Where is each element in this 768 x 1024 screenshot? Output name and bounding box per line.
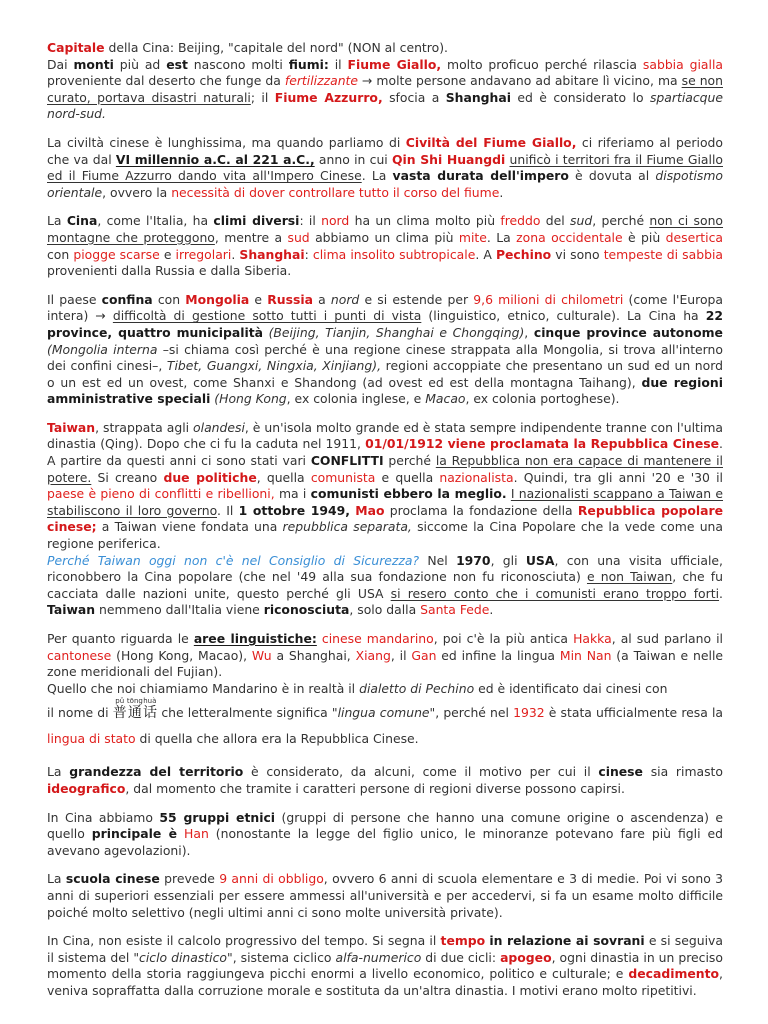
text-run: 1970 <box>456 552 491 568</box>
text-run: Perché Taiwan oggi non c'è nel Consiglio di Sicurezza? <box>47 552 420 568</box>
text-run: La <box>47 764 70 780</box>
text-run: , con una visita ufficiale, riconobbero la Cina popolare (che nel '49 alla sua fondazione non fu riconosciuta) <box>47 552 723 585</box>
text-run: unificò i territori fra il Fiume Giallo ed il Fiume Azzurro dando vita all'Impero Cinese <box>47 151 723 184</box>
text-run: , mentre a <box>214 229 288 245</box>
text-run: paese è pieno di conflitti e ribellioni, <box>47 486 275 502</box>
text-run: ci riferiamo al periodo che va dal <box>47 134 723 167</box>
text-run: . A partire da questi anni ci sono stati vari <box>47 436 723 469</box>
paragraph <box>47 933 723 999</box>
text-run: abbiamo un clima più <box>309 229 459 245</box>
text-run: molto proficuo perché rilascia <box>441 56 643 72</box>
text-run: olandesi <box>193 419 245 435</box>
text-run: grandezza del territorio <box>69 764 244 780</box>
text-run: (Hong Kong, Macao), <box>111 647 252 663</box>
text-run: è stata ufficialmente resa la <box>544 705 723 721</box>
paragraph-putonghua <box>47 697 723 752</box>
text-run: apogeo <box>500 949 552 965</box>
text-run: (come l'Europa intera) → <box>47 291 723 324</box>
text-run: , che fu cacciata dalle nazioni unite, questo perché gli USA <box>47 569 723 601</box>
paragraph <box>47 871 723 921</box>
text-run: non ci sono montagne che proteggono <box>47 213 724 245</box>
text-run: siccome la Cina Popolare che la vede come una regione periferica. <box>47 519 723 552</box>
text-run: piogge scarse <box>73 246 160 262</box>
text-run: tempo <box>440 933 486 949</box>
text-run: cinque province autonome <box>533 324 723 340</box>
text-run: La civiltà cinese è lunghissima, ma quando parliamo di <box>47 134 406 150</box>
text-run: cinese <box>598 764 643 780</box>
text-run: nemmeno dall'Italia viene <box>95 602 264 618</box>
text-run: (a Taiwan e nelle zone meridionali del Fujian). <box>47 647 724 680</box>
text-run: in relazione ai sovrani <box>489 933 645 949</box>
text-run: aree linguistiche: <box>193 631 317 646</box>
text-run: e si estende per <box>359 291 474 307</box>
text-run: si resero conto che i comunisti erano troppo forti <box>390 585 720 601</box>
text-run: di due cicli: <box>421 949 501 965</box>
text-run: a <box>312 291 331 307</box>
text-run: . <box>489 602 494 618</box>
text-run: vasta durata dell'impero <box>392 168 569 184</box>
text-run: è dovuta al <box>568 168 656 184</box>
text-run: , poi c'è la più antica <box>433 631 574 646</box>
hanzi-with-pinyin: 话huà <box>142 697 158 722</box>
text-run: decadimento <box>628 966 720 982</box>
text-run: e <box>249 291 268 307</box>
text-run: , perché <box>592 213 650 229</box>
text-run: mite <box>458 229 487 245</box>
text-run: VI millennio a.C. al 221 a.C., <box>115 151 315 167</box>
text-run: Capitale <box>47 40 105 55</box>
text-run: vi sono <box>551 246 604 262</box>
document-page <box>47 40 723 1012</box>
text-run: sfocia a <box>382 89 446 105</box>
text-run: che letteralmente significa <box>157 705 332 721</box>
text-run: irregolari <box>175 246 232 262</box>
text-run: La <box>47 213 67 229</box>
putonghua-characters <box>112 697 158 722</box>
text-run: CONFLITTI <box>310 453 384 469</box>
text-run: con <box>47 246 74 262</box>
text-run: sia rimasto <box>642 764 723 780</box>
text-run: dispotismo orientale <box>47 168 724 200</box>
text-run: . Quindi, tra gli anni '20 e '30 il <box>513 469 723 485</box>
text-run: 1932 <box>513 705 545 721</box>
text-run: . <box>719 585 723 601</box>
text-run: regioni accoppiate che presentano un sud ed un nord o un est ed un ovest, come Shanxi e Shandong (ad ovest ed est della montagna Taihang), <box>47 358 723 390</box>
text-run: fertilizzante <box>284 73 359 89</box>
text-run: cinese mandarino <box>321 631 434 646</box>
text-run: fiumi: <box>288 56 329 72</box>
text-run: se non curato, portava disastri naturali <box>47 73 723 105</box>
text-run: , al sud parlano il <box>611 631 723 646</box>
text-run: Pechino <box>495 246 552 262</box>
text-run: tempeste di sabbia <box>603 246 723 262</box>
text-run: Nel <box>419 552 457 568</box>
text-run: Il paese <box>47 291 102 307</box>
text-run: e non Taiwan <box>586 569 673 585</box>
text-run: sud <box>570 213 593 229</box>
text-run: 1 ottobre 1949, <box>238 502 350 518</box>
text-run: riconosciuta <box>263 602 350 618</box>
text-run: difficoltà di gestione sotto tutti i punti di vista <box>112 308 422 324</box>
text-run: (linguistico, etnico, culturale). La Cina ha <box>421 308 706 324</box>
text-run: Taiwan <box>47 419 96 435</box>
text-run: necessità di dover controllare tutto il corso del fiume <box>171 184 500 200</box>
text-run: Gan <box>411 647 437 663</box>
text-run: I nazionalisti scappano a Taiwan e stabiliscono il loro governo <box>47 486 724 518</box>
paragraph <box>47 292 723 408</box>
text-run: , ex colonia portoghese). <box>465 391 620 407</box>
text-run: Hakka <box>573 631 612 646</box>
text-run: Shanghai <box>445 89 511 105</box>
text-run: ha un clima molto più <box>349 213 501 229</box>
text-run: Tibet, Guangxi, Ningxia, Xinjiang), <box>166 358 382 374</box>
text-run: Han <box>184 826 209 842</box>
text-run: , come l'Italia, ha <box>97 213 214 229</box>
ruby-before: il nome di <box>47 705 113 721</box>
text-run <box>177 826 184 841</box>
text-run: Macao <box>425 391 466 407</box>
text-run: ed è considerato lo <box>510 89 650 105</box>
text-run: Santa Fede <box>420 602 490 618</box>
text-run: , il <box>390 647 412 663</box>
text-run: Cina <box>66 213 98 229</box>
text-run: freddo <box>500 213 541 229</box>
paragraph <box>47 420 723 619</box>
text-run: Fiume Giallo, <box>347 56 442 72</box>
text-run: , sistema ciclico <box>232 949 336 965</box>
text-run: , gli <box>490 552 526 568</box>
text-run: 01/01/1912 viene proclamata la Repubblica Cinese <box>365 436 720 452</box>
text-run: comunista <box>310 469 376 485</box>
text-run: di quella che allora era la Repubblica Cinese. <box>135 731 419 747</box>
text-run: 55 gruppi etnici <box>159 809 276 825</box>
text-run: confina <box>101 291 153 307</box>
text-run: 9,6 milioni di chilometri <box>473 291 624 307</box>
text-run: Dai <box>47 56 74 72</box>
text-run: a Shanghai, <box>271 647 356 663</box>
text-run: , perché nel <box>435 705 514 721</box>
text-run: nord <box>321 213 350 229</box>
text-run: Fiume Azzurro, <box>274 89 383 105</box>
text-run: ed è identificato dai cinesi con <box>474 680 668 696</box>
text-run: sabbia gialla <box>642 56 723 72</box>
text-run: , quella <box>256 469 311 485</box>
text-run: . La <box>486 229 517 245</box>
text-run: Mao <box>355 502 385 518</box>
hanzi-with-pinyin: 通tōng <box>126 697 143 722</box>
text-run: ed infine la lingua <box>436 647 560 663</box>
text-run: la Repubblica non era capace di mantenere il potere. <box>47 453 723 485</box>
text-run: , strappata agli <box>95 419 194 435</box>
text-run: dialetto di Pechino <box>359 680 475 696</box>
text-run: Min Nan <box>559 647 612 663</box>
text-run: , ovvero la <box>102 184 172 200</box>
text-run: è più <box>622 229 666 245</box>
text-run: Wu <box>251 647 272 663</box>
text-run: , solo dalla <box>349 602 421 618</box>
text-run: Shanghai <box>239 246 305 262</box>
text-run: (gruppi di persone che hanno una comune origine o ascendenza) e quello <box>47 809 723 842</box>
text-run: , è un'isola molto grande ed è stata sempre indipendente tranne con l'ultima dinastia (Qing). Dopo che ci fu la caduta nel 1911, <box>47 419 723 452</box>
text-run: provenienti dalla Russia e dalla Siberia. <box>47 263 292 279</box>
text-run: prevede <box>159 871 220 887</box>
text-run: del <box>540 213 571 229</box>
paragraph <box>47 135 723 201</box>
text-run: il <box>328 56 348 72</box>
text-run: e <box>159 246 176 262</box>
text-run: sud <box>287 229 310 245</box>
text-run: –si chiama così perché è una regione cinese strappata alla Mongolia, si trova all'interno dei confini cinesi–, <box>47 341 723 374</box>
text-run: In Cina abbiamo <box>47 809 160 825</box>
text-run: (Hong Kong <box>214 391 287 407</box>
text-run: Mongolia <box>185 291 250 307</box>
text-run: scuola cinese <box>65 871 160 887</box>
text-run: desertica <box>665 229 723 245</box>
text-run: Si creano <box>91 469 164 485</box>
more-paragraphs <box>47 764 723 999</box>
text-run: spartiacque nord-sud. <box>47 89 724 122</box>
text-run: , dal momento che tramite i caratteri persone di regioni diverse possono capirsi. <box>125 780 625 796</box>
text-run: più ad <box>113 56 167 72</box>
text-run: a Taiwan viene fondata una <box>96 519 283 535</box>
text-run: nazionalista <box>439 469 514 485</box>
text-run: . A <box>475 246 496 262</box>
text-run: ma i <box>274 486 311 502</box>
text-run: e quella <box>375 469 440 485</box>
text-run: . Il <box>217 502 239 518</box>
text-run: Civiltà del Fiume Giallo, <box>405 134 577 150</box>
text-run: (Mongolia interna <box>47 341 158 357</box>
text-run: Xiang <box>355 647 391 663</box>
main-paragraphs <box>47 40 723 619</box>
text-run: due politiche <box>163 469 257 485</box>
text-run: clima insolito subtropicale <box>312 246 476 262</box>
text-run: Taiwan <box>47 602 96 618</box>
text-run: anno in cui <box>314 151 392 167</box>
text-run: . La <box>361 168 393 184</box>
text-run: ideografico <box>47 780 126 796</box>
text-run: . <box>499 184 504 200</box>
text-run: proclama la fondazione della <box>384 502 578 518</box>
text-run: proveniente dal deserto che funge da <box>47 73 285 89</box>
text-run: 22 province, quattro municipalità <box>47 308 723 340</box>
paragraph <box>47 810 723 860</box>
text-run: Russia <box>267 291 313 307</box>
text-run: zona occidentale <box>516 229 623 245</box>
text-run: (Beijing, Tianjin, Shanghai e Chongqing) <box>268 324 525 340</box>
text-run: con <box>152 291 186 307</box>
text-run: , ogni dinastia in un preciso momento della storia raggiungeva picchi enormi a livello economico, politico e culturale; e <box>47 949 723 982</box>
text-run: cantonese <box>47 647 112 663</box>
text-run: climi diversi <box>213 213 300 229</box>
text-run: della Cina: Beijing, "capitale del nord" (NON al centro). <box>104 40 448 55</box>
text-run: Quello che noi chiamiamo Mandarino è in realtà il <box>47 680 360 696</box>
text-run: principale è <box>91 826 178 842</box>
text-run: , ovvero 6 anni di scuola elementare e 3 di medie. Poi vi sono 3 anni di superiori essenziali per essere ammessi all'università e per accedervi, si fa un esame molto difficile poiché molto selettivo (negli ultimi anni ci sono molte università private). <box>47 871 723 920</box>
paragraph-linguistic-areas <box>47 631 723 697</box>
text-run: Qin Shi Huangdi <box>392 151 506 167</box>
text-run: La <box>47 871 66 887</box>
text-run: è considerato, da alcuni, come il motivo per cui il <box>243 764 599 780</box>
text-run: , <box>524 324 534 340</box>
text-run: , ex colonia inglese, e <box>286 391 426 407</box>
text-run: : <box>304 246 313 262</box>
text-run: alfa-numerico <box>335 949 422 965</box>
text-run: USA <box>525 552 555 568</box>
text-run: lingua di stato <box>47 731 136 747</box>
text-run: : il <box>299 213 322 229</box>
text-run: (nonostante la legge del figlio unico, le minoranze potevano fare più figli ed avevano agevolazioni). <box>47 826 723 858</box>
text-run: , veniva sopraffatta dalla corruzione morale e sostituta da un'altra dinastia. I motivi erano molto ripetitivi. <box>47 966 723 998</box>
text-run: In Cina, non esiste il calcolo progressivo del tempo. Si segna il <box>47 933 441 949</box>
paragraph <box>47 40 723 123</box>
text-run: → molte persone andavano ad abitare lì vicino, ma <box>358 73 682 89</box>
text-run: nord <box>330 291 360 307</box>
text-run: perché <box>383 453 436 469</box>
text-run: Repubblica popolare cinese; <box>47 502 723 535</box>
text-run: . <box>231 246 240 262</box>
text-run: monti <box>73 56 114 72</box>
hanzi-with-pinyin: 普pǔ <box>112 697 127 722</box>
text-run: comunisti ebbero la meglio. <box>310 486 507 502</box>
text-run: 9 anni di obbligo <box>219 871 324 887</box>
text-run: est <box>166 56 188 72</box>
text-run: due regioni amministrative speciali <box>47 374 723 407</box>
paragraph <box>47 764 723 797</box>
text-run: "ciclo dinastico" <box>133 949 233 965</box>
paragraph <box>47 213 723 279</box>
text-run: nascono molti <box>187 56 289 72</box>
text-run: Per quanto riguarda le <box>47 631 194 646</box>
text-run: e si seguiva il sistema del <box>47 933 723 965</box>
text-run: ; il <box>250 89 275 105</box>
text-run: "lingua comune" <box>331 705 436 721</box>
text-run: repubblica separata, <box>282 519 412 535</box>
